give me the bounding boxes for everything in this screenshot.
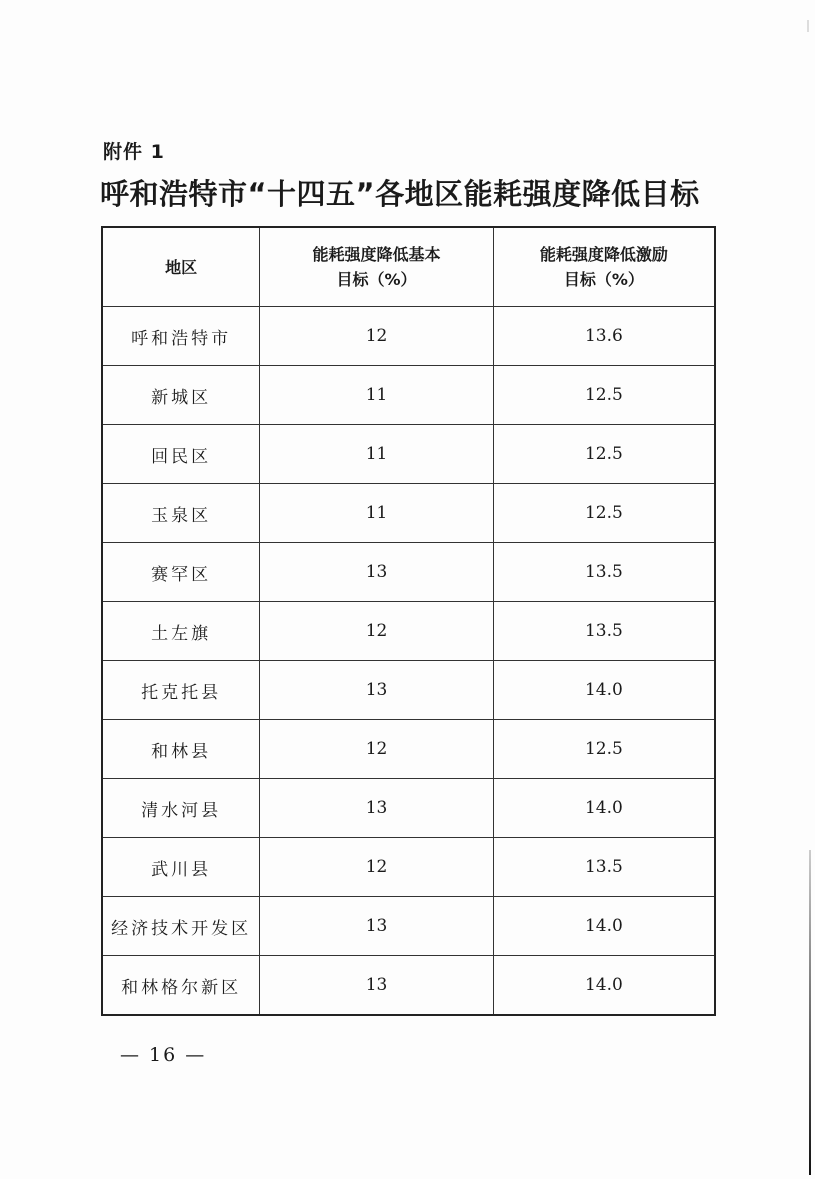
incentive-target-cell: 12.5 [493,425,715,484]
incentive-target-cell: 13.5 [493,838,715,897]
header-basic-target [260,227,494,307]
incentive-target-cell: 14.0 [493,661,715,720]
table-row [102,897,715,956]
region-cell: 新城区 [102,366,260,425]
basic-target-cell: 13 [260,543,494,602]
incentive-target-cell: 14.0 [493,956,715,1016]
basic-target-cell: 12 [260,838,494,897]
table-row [102,838,715,897]
scan-artifact-mark [807,20,809,32]
table-row [102,720,715,779]
document-title: 呼和浩特市“十四五”各地区能耗强度降低目标 [100,177,700,211]
region-cell: 赛罕区 [102,543,260,602]
incentive-target-cell: 14.0 [493,779,715,838]
region-cell: 和林县 [102,720,260,779]
header-region [102,227,260,307]
incentive-target-cell: 13.5 [493,543,715,602]
incentive-target-cell: 12.5 [493,720,715,779]
basic-target-cell: 12 [260,307,494,366]
region-cell: 清水河县 [102,779,260,838]
basic-target-cell: 13 [260,956,494,1016]
energy-target-table [101,226,716,1016]
attachment-label: 附件 1 [103,141,165,163]
basic-target-cell: 11 [260,425,494,484]
region-cell: 和林格尔新区 [102,956,260,1016]
table-row [102,661,715,720]
region-cell: 玉泉区 [102,484,260,543]
incentive-target-cell: 14.0 [493,897,715,956]
incentive-target-cell: 13.5 [493,602,715,661]
basic-target-cell: 11 [260,366,494,425]
header-basic-line2: 目标（%） [336,270,417,289]
header-region-label: 地区 [165,257,198,277]
region-cell: 呼和浩特市 [102,307,260,366]
header-incentive-target [493,227,715,307]
incentive-target-cell: 12.5 [493,366,715,425]
region-cell: 托克托县 [102,661,260,720]
header-basic-line1: 能耗强度降低基本 [312,245,441,264]
incentive-target-cell: 13.6 [493,307,715,366]
basic-target-cell: 11 [260,484,494,543]
header-incentive-line2: 目标（%） [563,270,644,289]
table-row [102,779,715,838]
table-row [102,484,715,543]
basic-target-cell: 13 [260,779,494,838]
region-cell: 武川县 [102,838,260,897]
table-row [102,956,715,1016]
basic-target-cell: 13 [260,661,494,720]
table-row [102,425,715,484]
incentive-target-cell: 12.5 [493,484,715,543]
table-row [102,602,715,661]
table-row [102,366,715,425]
table-row [102,307,715,366]
page-number: — 16 — [120,1044,207,1066]
region-cell: 回民区 [102,425,260,484]
header-incentive-line1: 能耗强度降低激励 [539,245,668,264]
table-row [102,543,715,602]
scan-edge-line [809,850,811,1175]
region-cell: 经济技术开发区 [102,897,260,956]
table-header-row [102,227,715,307]
basic-target-cell: 12 [260,602,494,661]
basic-target-cell: 12 [260,720,494,779]
region-cell: 土左旗 [102,602,260,661]
basic-target-cell: 13 [260,897,494,956]
